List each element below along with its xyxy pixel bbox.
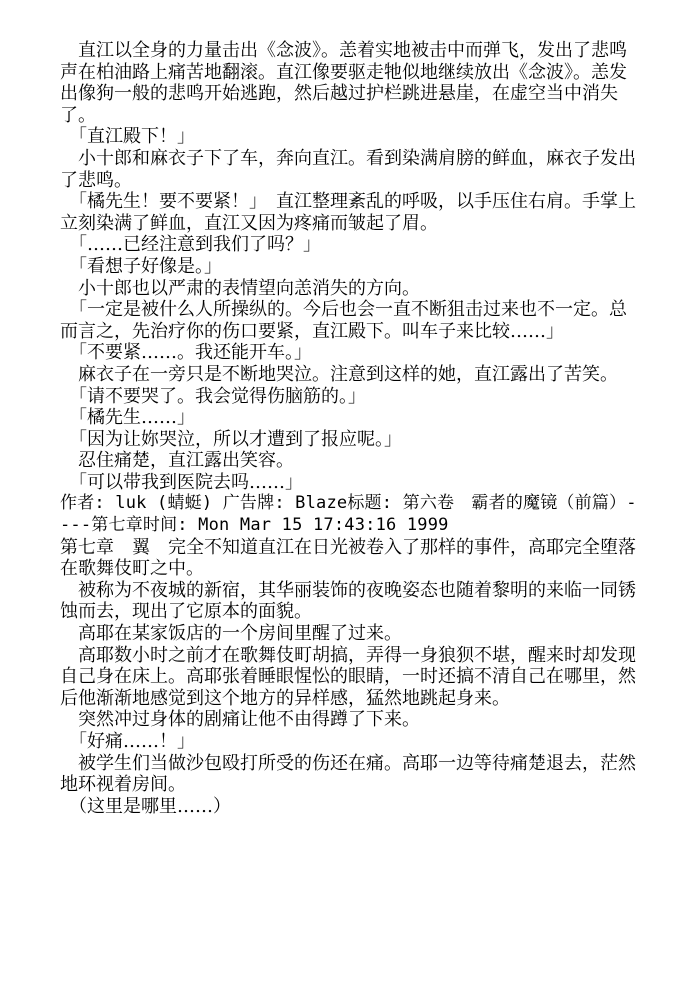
paragraph: 忍住痛楚，直江露出笑容。 (60, 450, 294, 472)
paragraph: 突然冲过身体的剧痛让他不由得蹲了下来。 (60, 709, 420, 731)
paragraph: 「一定是被什么人所操纵的。今后也会一直不断狙击过来也不一定。总而言之，先治疗你的伤口要紧，直江殿下。叫车子来比较……」 (60, 299, 627, 342)
paragraph: 「可以带我到医院去吗……」 (60, 471, 303, 493)
post-header: 作者: luk (蜻蜓) 广告牌: Blaze标题: 第六卷 霸者的魔镜（前篇）----第七章时间: Mon Mar 15 17:43:16 1999 (60, 493, 637, 536)
paragraph: 「因为让妳哭泣，所以才遭到了报应呢。」 (60, 428, 402, 450)
paragraph: 「看想子好像是。」 (60, 255, 222, 277)
paragraph: 「不要紧……。我还能开车。」 (60, 342, 312, 364)
paragraph: 被学生们当做沙包殴打所受的伤还在痛。高耶一边等待痛楚退去，茫然地环视着房间。 (60, 752, 636, 796)
paragraph: 小十郎也以严肃的表情望向恙消失的方向。 (60, 277, 420, 299)
paragraph: 麻衣子在一旁只是不断地哭泣。注意到这样的她，直江露出了苦笑。 (60, 363, 618, 385)
paragraph: 直江以全身的力量击出《念波》。恙着实地被击中而弹飞，发出了悲鸣声在柏油路上痛苦地翻滚。直江像要驱走牠似地继续放出《念波》。恙发出像狗一般的悲鸣开始逃跑，然后越过护栏跳进悬崖，在虚空当中消失了。 (60, 40, 627, 126)
paragraph: 「橘先生……」 (60, 407, 195, 429)
paragraph: 「橘先生！要不要紧！」 直江整理紊乱的呼吸，以手压住右肩。手掌上立刻染满了鲜血，直江又因为疼痛而皱起了眉。 (60, 191, 636, 234)
paragraph: 被称为不夜城的新宿，其华丽装饰的夜晚姿态也随着黎明的来临一同锈蚀而去，现出了它原本的面貌。 (60, 579, 636, 623)
paragraph: 高耶在某家饭店的一个房间里醒了过来。 (60, 623, 402, 645)
chapter-heading-paragraph: 第七章 翼 完全不知道直江在日光被卷入了那样的事件，高耶完全堕落在歌舞伎町之中。 (60, 536, 636, 580)
paragraph: 「请不要哭了。我会觉得伤脑筋的。」 (60, 385, 366, 407)
paragraph: 高耶数小时之前才在歌舞伎町胡搞，弄得一身狼狈不堪，醒来时却发现自己身在床上。高耶张着睡眼惺忪的眼睛，一时还搞不清自己在哪里，然后他渐渐地感觉到这个地方的异样感，猛然地跳起身来。 (60, 644, 636, 709)
document-page (60, 40, 640, 817)
paragraph: 「好痛……！」 (60, 731, 195, 752)
paragraph: 小十郎和麻衣子下了车，奔向直江。看到染满肩膀的鲜血，麻衣子发出了悲鸣。 (60, 147, 636, 191)
paragraph: 「直江殿下！」 (60, 126, 195, 148)
paragraph: 「……已经注意到我们了吗？」 (60, 234, 321, 256)
paragraph: （这里是哪里……） (60, 795, 231, 817)
